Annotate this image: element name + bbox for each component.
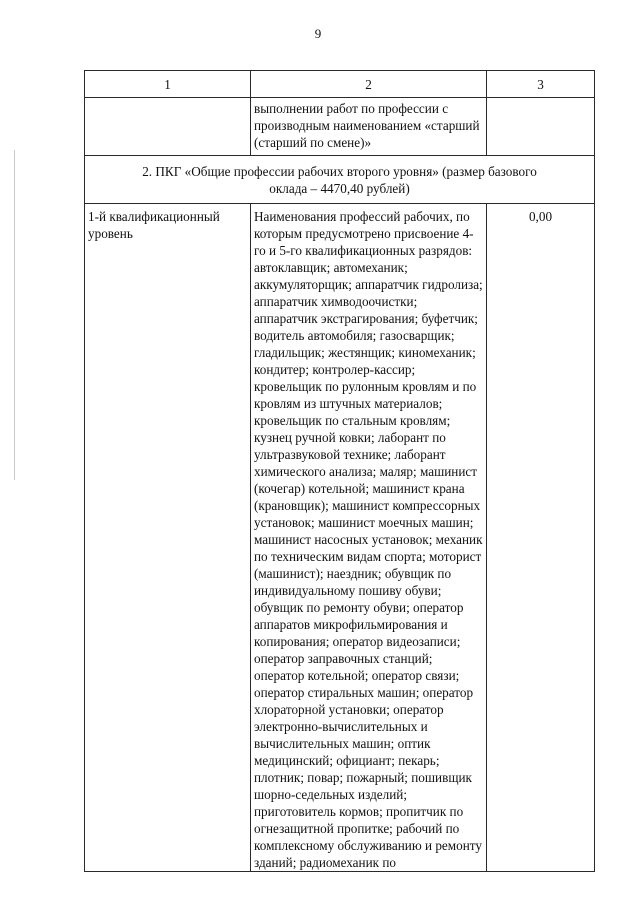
column-number-2: 2 [251,71,487,98]
scan-artifact-line [14,150,15,480]
continuation-row [85,98,595,156]
table-row [85,204,595,872]
section-row [85,156,595,204]
column-number-1: 1 [85,71,251,98]
continuation-description-cell: выполнении работ по профессии с производным наименованием «старший (старший по смене)» [251,98,487,156]
continuation-value-cell [487,98,595,156]
coefficient-value-cell: 0,00 [487,204,595,872]
page-number: 9 [314,26,322,41]
professions-description-cell: Наименования профессий рабочих, по которым предусмотрено присвоение 4-го и 5-го квалификационных разрядов: автоклавщик; автомеханик; аккумуляторщик; аппаратчик гидролиза; аппаратчик химводоочистки; аппаратчик экстрагирования; буфетчик; водитель автомобиля; газосварщик; гладильщик; жестянщик; киномеханик; кондитер; контролер-кассир; кровельщик по рулонным кровлям и по кровлям из штучных материалов; кровельщик по стальным кровлям; кузнец ручной ковки; лаборант по ультразвуковой технике; лаборант химического анализа; маляр; машинист (кочегар) котельной; машинист крана (крановщик); машинист компрессорных установок; машинист моечных машин; машинист насосных установок; механик по техническим видам спорта; моторист (машинист); наездник; обувщик по индивидуальному пошиву обуви; обувщик по ремонту обуви; оператор аппаратов микрофильмирования и копирования; оператор видеозаписи; оператор заправочных станций; оператор котельной; оператор связи; оператор стиральных машин; оператор хлораторной установки; оператор электронно-вычислительных и вычислительных машин; оптик медицинский; официант; пекарь; плотник; повар; пожарный; пошивщик шорно-седельных изделий; приготовитель кормов; пропитчик по огнезащитной пропитке; рабочий по комплексному обслуживанию и ремонту зданий; радиомеханик по [251,204,487,872]
table-header-row [85,71,595,98]
section-title: 2. ПКГ «Общие профессии рабочих второго уровня» (размер базового оклада – 4470,40 рублей) [85,156,595,204]
column-number-3: 3 [487,71,595,98]
continuation-level-cell [85,98,251,156]
professions-table [84,70,595,872]
qualification-level-cell: 1-й квалификационный уровень [85,204,251,872]
